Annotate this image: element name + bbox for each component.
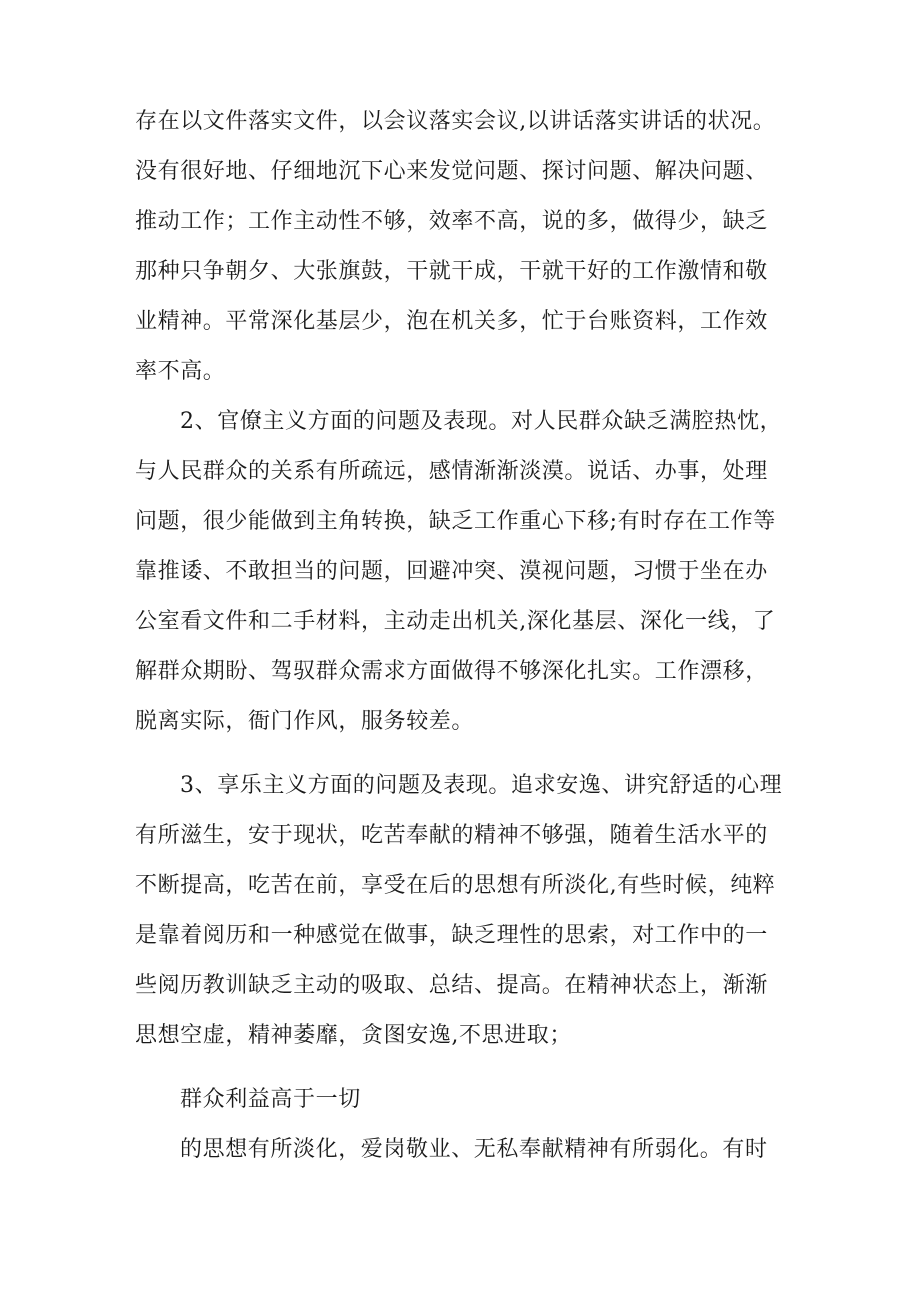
- paragraph-line: 思想空虚，精神萎靡，贪图安逸,不思进取；: [135, 1023, 572, 1048]
- paragraph-line: 靠推诿、不敢担当的问题，回避冲突、漠视问题，习惯于坐在办: [135, 559, 768, 584]
- paragraph-line: 群众利益高于一切: [180, 1087, 361, 1112]
- paragraph-line: 存在以文件落实文件，以会议落实会议,以讲话落实讲话的状况。: [135, 109, 776, 134]
- paragraph-line: 问题，很少能做到主角转换，缺乏工作重心下移;有时存在工作等: [135, 509, 776, 534]
- paragraph-line: 推动工作；工作主动性不够，效率不高，说的多，做得少，缺乏: [135, 209, 768, 234]
- paragraph-line: 解群众期盼、驾驭群众需求方面做得不够深化扎实。工作漂移，: [135, 659, 768, 684]
- paragraph-line: 没有很好地、仔细地沉下心来发觉问题、探讨问题、解决问题、: [135, 159, 768, 184]
- paragraph-line: 些阅历教训缺乏主动的吸取、总结、提高。在精神状态上，渐渐: [135, 973, 768, 998]
- paragraph-line: 与人民群众的关系有所疏远，感情渐渐淡漠。说话、办事，处理: [135, 459, 768, 484]
- paragraph-line: 脱离实际，衙门作风，服务较差。: [135, 709, 475, 734]
- paragraph-line: 率不高。: [135, 359, 226, 384]
- paragraph-line: 有所滋生，安于现状，吃苦奉献的精神不够强，随着生活水平的: [135, 823, 768, 848]
- paragraph-line: 的思想有所淡化，爱岗敬业、无私奉献精神有所弱化。有时: [180, 1137, 768, 1162]
- paragraph-line: 公室看文件和二手材料，主动走出机关,深化基层、深化一线，了: [135, 609, 776, 634]
- paragraph-line: 2、官僚主义方面的问题及表现。对人民群众缺乏满腔热忱，: [180, 409, 783, 434]
- paragraph-line: 不断提高，吃苦在前，享受在后的思想有所淡化,有些时候，纯粹: [135, 873, 776, 898]
- paragraph-line: 业精神。平常深化基层少，泡在机关多，忙于台账资料，工作效: [135, 309, 768, 334]
- paragraph-line: 3、享乐主义方面的问题及表现。追求安逸、讲究舒适的心理: [180, 773, 783, 798]
- paragraph-line: 是靠着阅历和一种感觉在做事，缺乏理性的思索，对工作中的一: [135, 923, 768, 948]
- paragraph-line: 那种只争朝夕、大张旗鼓，干就干成，干就干好的工作激情和敬: [135, 259, 768, 284]
